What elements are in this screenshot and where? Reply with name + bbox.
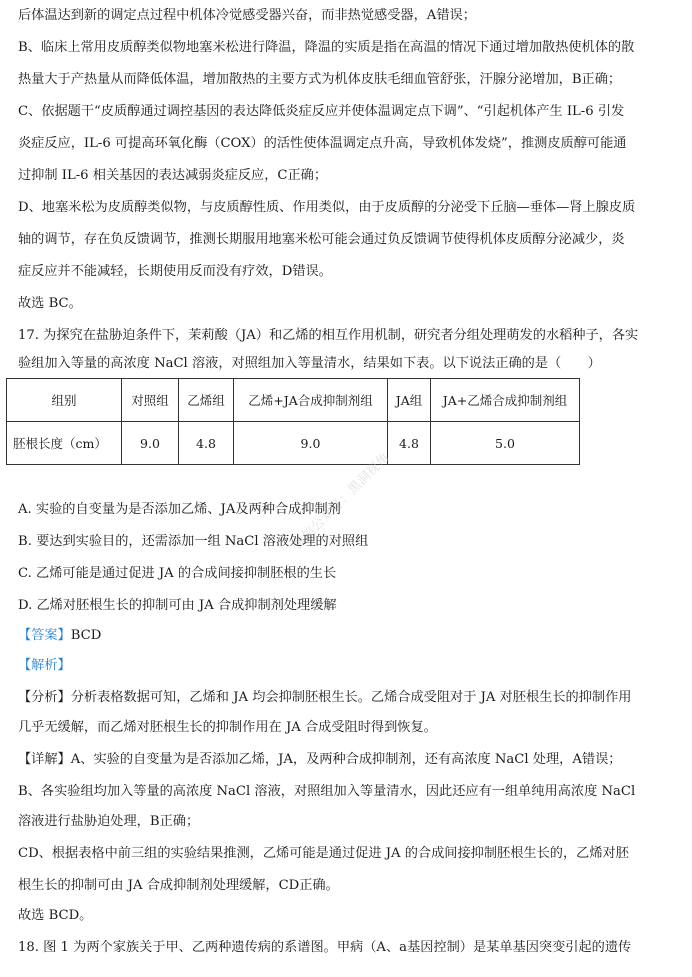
table-header-cell: JA组	[388, 379, 431, 422]
table-row	[7, 422, 580, 465]
text-line: B、各实验组均加入等量的高浓度 NaCl 溶液，对照组加入等量清水，因此还应有一组单纯用高浓度 NaCl	[18, 784, 636, 799]
table-header-cell: JA+乙烯合成抑制剂组	[431, 379, 580, 422]
text-line: 症反应并不能减轻，长期使用反而没有疗效，D错误。	[18, 264, 332, 279]
text-line: 故选 BC。	[18, 296, 82, 311]
text-line: 炎症反应，IL-6 可提高环氧化酶（COX）的活性使体温调定点升高，导致机体发烧”，推测皮质醇可能通	[18, 136, 627, 151]
fenxi-text: 分析表格数据可知，乙烯和 JA 均会抑制胚根生长。乙烯合成受阻对于 JA 对胚根生长的抑制作用	[70, 690, 632, 705]
option-c: C. 乙烯可能是通过促进 JA 的合成间接抑制胚根的生长	[18, 566, 337, 581]
table-header-cell: 对照组	[122, 379, 179, 422]
fenxi-tag: 【分析】	[18, 690, 71, 705]
analysis-line	[18, 656, 674, 676]
text-line: 故选 BCD。	[18, 908, 93, 923]
text-line: 热量大于产热量从而降低体温，增加散热的主要方式为机体皮肤毛细血管舒张，汗腺分泌增加，B正确；	[18, 72, 622, 87]
xiangjie-text: A、实验的自变量为是否添加乙烯，JA，及两种合成抑制剂，还有高浓度 NaCl 处理，A错误；	[70, 752, 622, 767]
text-line: 溶液进行盐胁迫处理，B正确；	[18, 814, 200, 829]
table-header-row	[7, 379, 580, 422]
fenxi-line	[18, 688, 674, 708]
text-line: 几乎无缓解，而乙烯对胚根生长的抑制作用在 JA 合成受阻时得到恢复。	[18, 720, 437, 735]
watermark-text: 微信公众号：黑洞视角	[290, 450, 393, 553]
text-line: D、地塞米松为皮质醇类似物，与皮质醇性质、作用类似，由于皮质醇的分泌受下丘脑—垂体—肾上腺皮质	[18, 200, 636, 215]
text-line: B、临床上常用皮质醇类似物地塞米松进行降温，降温的实质是指在高温的情况下通过增加散热使机体的散	[18, 40, 635, 55]
table-cell: 5.0	[431, 422, 580, 465]
answer-line	[18, 626, 674, 646]
table-header-cell: 乙烯组	[179, 379, 234, 422]
question-17-stem: 17. 为探究在盐胁迫条件下，茉莉酸（JA）和乙烯的相互作用机制，研究者分组处理萌发的水稻种子，各实	[18, 328, 639, 343]
question-18-stem: 18. 图 1 为两个家族关于甲、乙两种遗传病的系谱图。甲病（A、a基因控制）是某单基因突变引起的遗传	[18, 940, 632, 955]
answer-tag: 【答案】	[18, 628, 71, 643]
table-cell: 4.8	[388, 422, 431, 465]
table-row-label: 胚根长度（cm）	[7, 422, 122, 465]
answer-text: BCD	[70, 628, 102, 643]
option-b: B. 要达到实验目的，还需添加一组 NaCl 溶液处理的对照组	[18, 534, 369, 549]
option-a: A. 实验的自变量为是否添加乙烯、JA及两种合成抑制剂	[18, 502, 341, 517]
table-cell: 9.0	[122, 422, 179, 465]
text-line: 轴的调节，存在负反馈调节，推测长期服用地塞米松可能会通过负反馈调节使得机体皮质醇分泌减少，炎	[18, 232, 625, 247]
question-17-stem: 验组加入等量的高浓度 NaCl 溶液，对照组加入等量清水，结果如下表。以下说法正确的是（ ）	[18, 356, 601, 371]
text-line: 根生长的抑制可由 JA 合成抑制剂处理缓解，CD正确。	[18, 878, 339, 893]
table-header-cell: 乙烯+JA合成抑制剂组	[234, 379, 388, 422]
table-header-cell: 组别	[7, 379, 122, 422]
xiangjie-line	[18, 750, 674, 770]
results-table	[6, 378, 580, 465]
analysis-tag: 【解析】	[18, 658, 71, 673]
text-line: C、依据题干“皮质醇通过调控基因的表达降低炎症反应并使体温调定点下调”、“引起机体产生 IL-6 引发	[18, 104, 625, 119]
text-line: 后体温达到新的调定点过程中机体冷觉感受器兴奋，而非热觉感受器，A错误；	[18, 8, 476, 23]
table-cell: 9.0	[234, 422, 388, 465]
text-line: CD、根据表格中前三组的实验结果推测，乙烯可能是通过促进 JA 的合成间接抑制胚根生长的，乙烯对胚	[18, 846, 629, 861]
xiangjie-tag: 【详解】	[18, 752, 71, 767]
option-d: D. 乙烯对胚根生长的抑制可由 JA 合成抑制剂处理缓解	[18, 598, 337, 613]
text-line: 过抑制 IL-6 相关基因的表达减弱炎症反应，C正确；	[18, 168, 328, 183]
table-cell: 4.8	[179, 422, 234, 465]
